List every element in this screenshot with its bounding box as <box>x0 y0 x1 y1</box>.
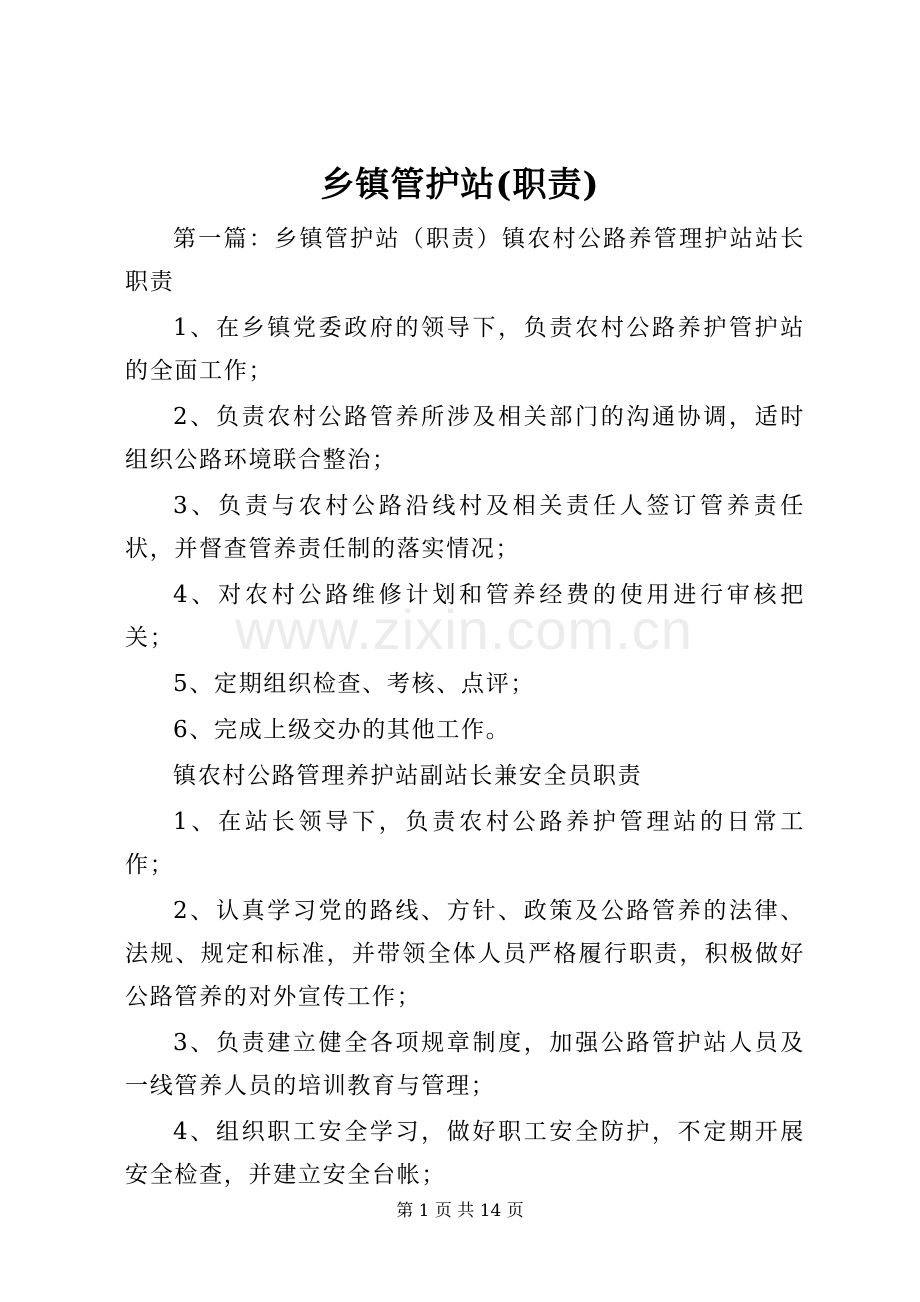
paragraph: 6、完成上级交办的其他工作。 <box>173 717 511 743</box>
page-footer: 第 1 页 共 14 页 <box>396 1201 524 1221</box>
section-heading: 镇农村公路管理养护站副站长兼安全员职责 <box>173 763 643 789</box>
document-body <box>125 218 805 1197</box>
paragraph: 2、负责农村公路管养所涉及相关部门的沟通协调，适时组织公路环境联合整治； <box>125 404 805 473</box>
document-title: 乡镇管护站(职责) <box>320 165 600 205</box>
paragraph: 1、在乡镇党委政府的领导下，负责农村公路养护管护站的全面工作； <box>125 315 805 384</box>
watermark: www.zixin.com.cn <box>235 598 693 661</box>
paragraph: 5、定期组织检查、考核、点评； <box>173 671 536 697</box>
paragraph: 1、在站长领导下，负责农村公路养护管理站的日常工作； <box>125 809 805 878</box>
paragraph: 4、对农村公路维修计划和管养经费的使用进行审核把关； <box>125 582 805 651</box>
paragraph: 3、负责建立健全各项规章制度，加强公路管护站人员及一线管养人员的培训教育与管理； <box>125 1030 805 1099</box>
paragraph-heading: 第一篇：乡镇管护站（职责）镇农村公路养管理护站站长职责 <box>125 226 805 295</box>
paragraph: 2、认真学习党的路线、方针、政策及公路管养的法律、法规、规定和标准，并带领全体人员严格履行职责，积极做好公路管养的对外宣传工作； <box>125 898 805 1010</box>
paragraph: 3、负责与农村公路沿线村及相关责任人签订管养责任状，并督查管养责任制的落实情况； <box>125 493 805 562</box>
paragraph: 4、组织职工安全学习，做好职工安全防护，不定期开展安全检查，并建立安全台帐； <box>125 1119 805 1188</box>
